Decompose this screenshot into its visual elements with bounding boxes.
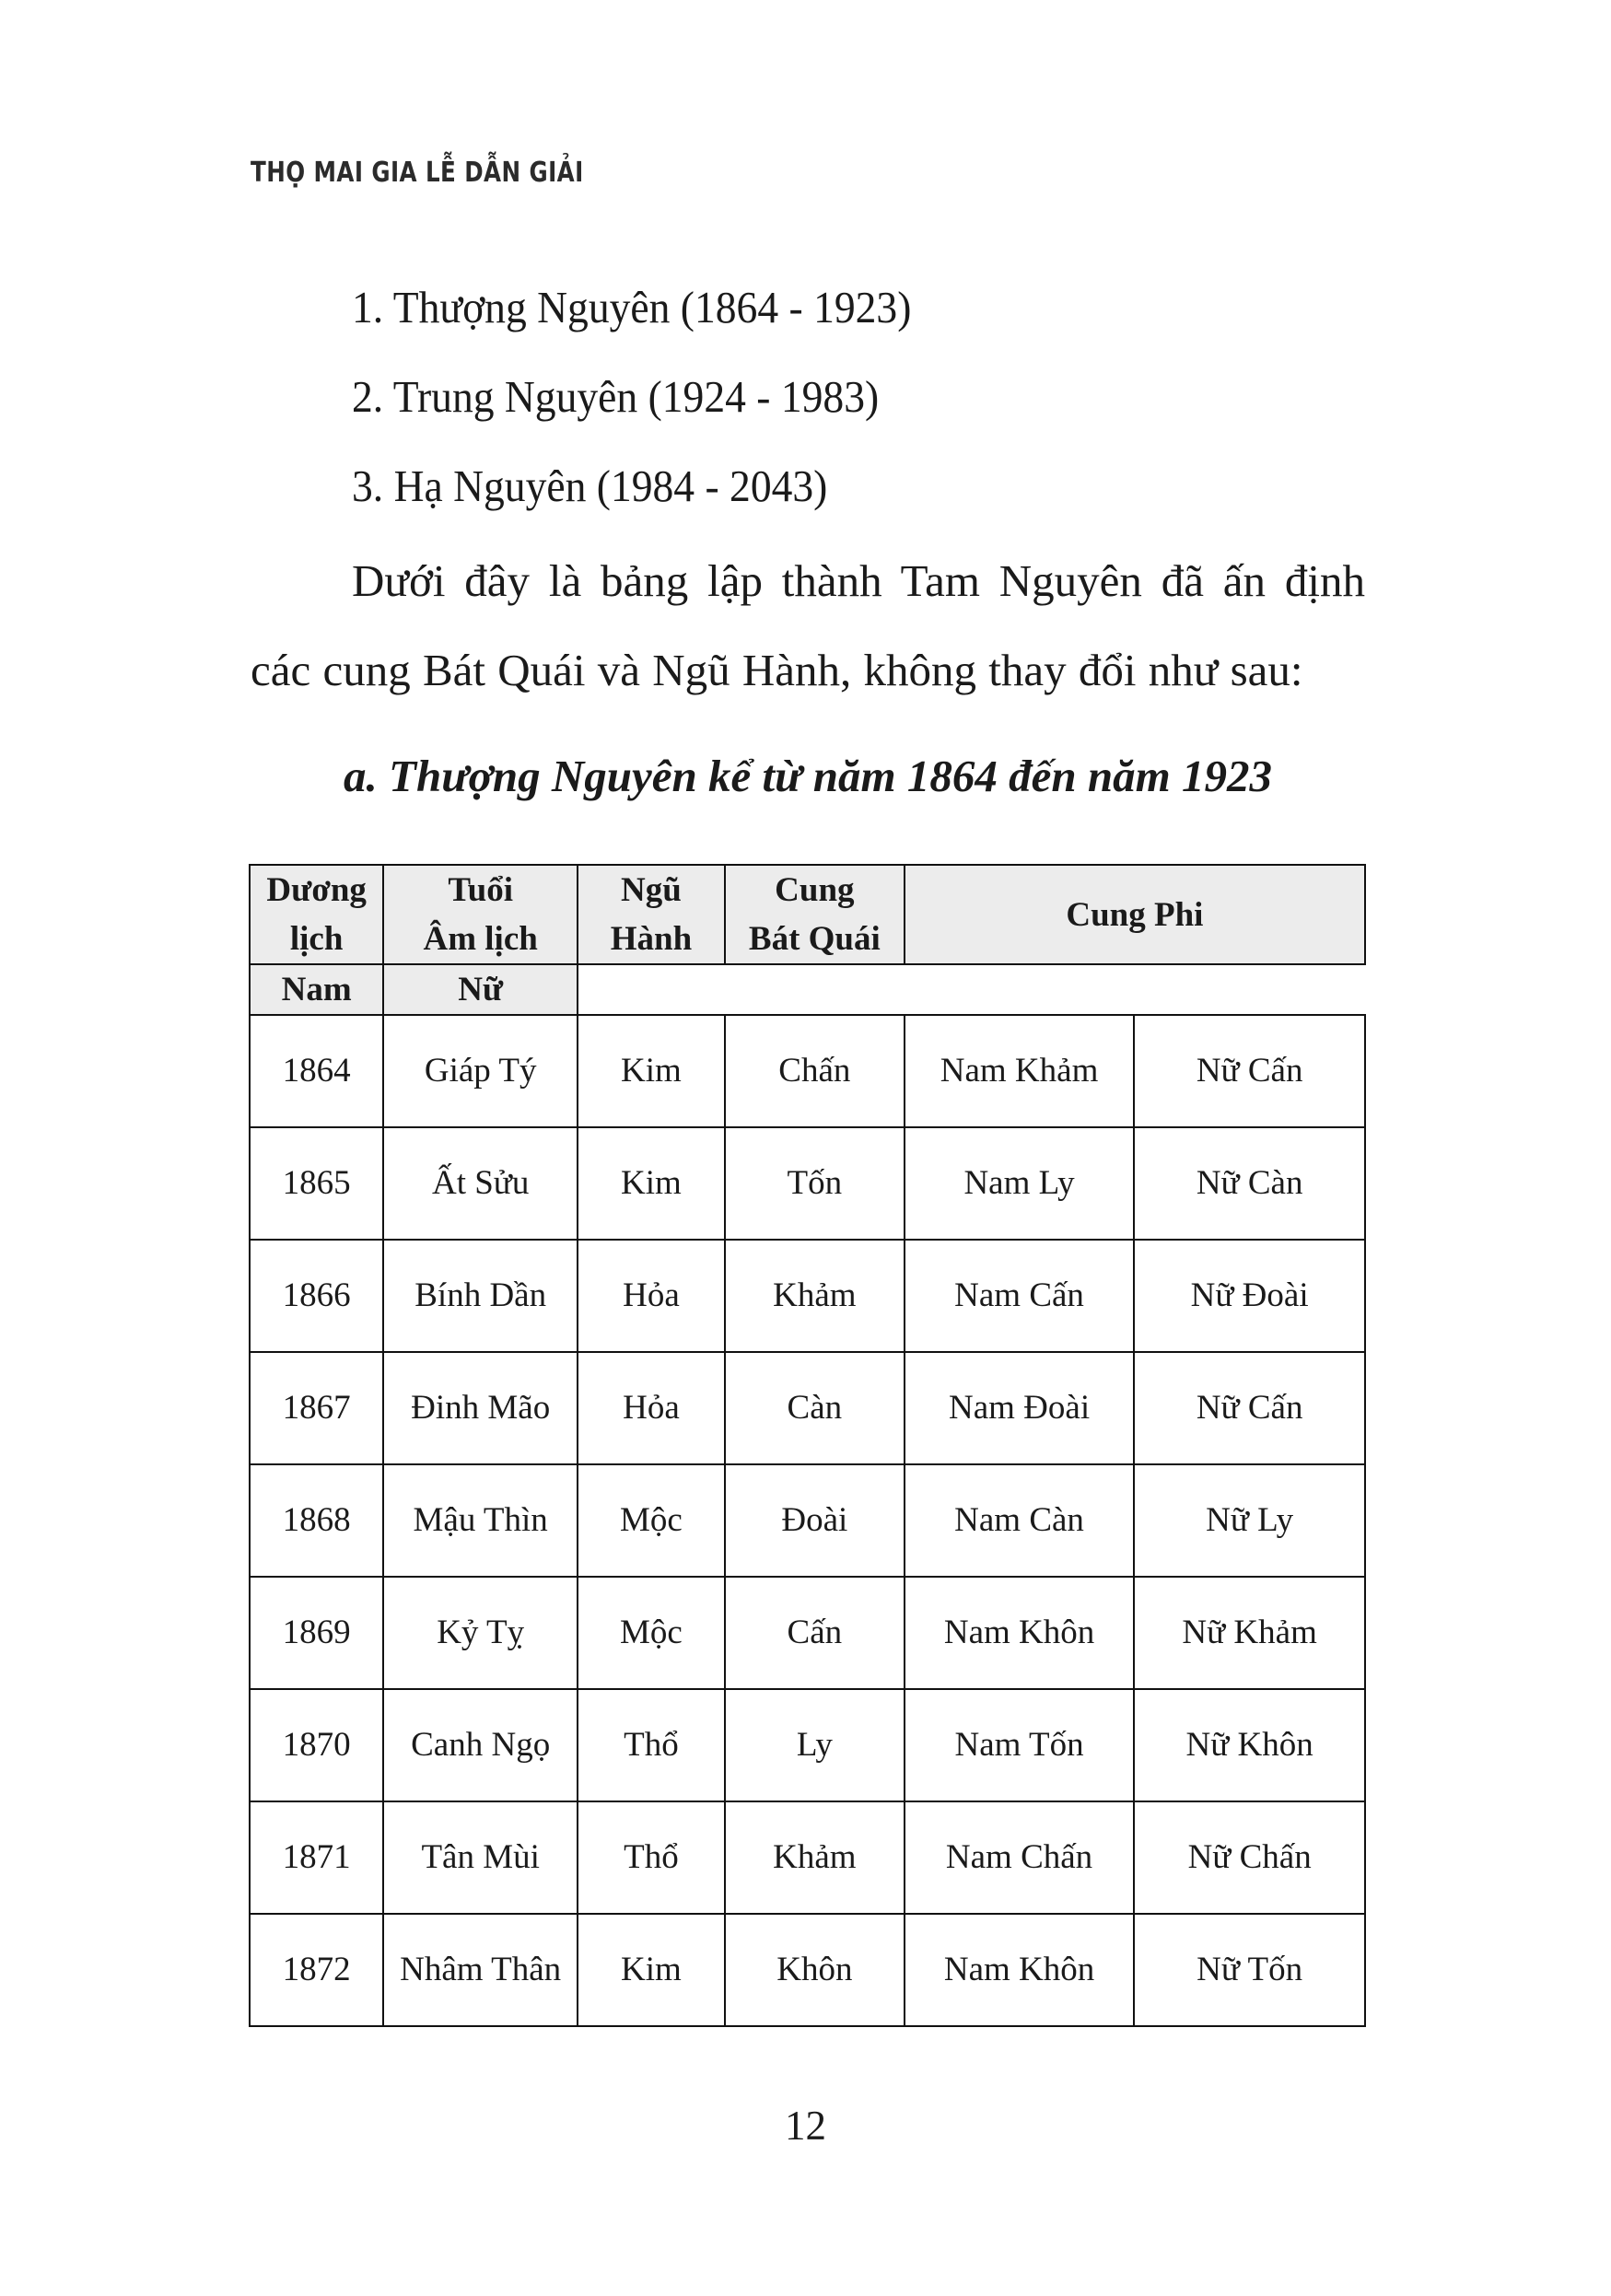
- cell-duong-lich: 1866: [250, 1240, 383, 1352]
- cell-tuoi-am-lich: Kỷ Tỵ: [383, 1577, 578, 1689]
- cell-tuoi-am-lich: Ất Sửu: [383, 1127, 578, 1240]
- th-ngu-hanh: [578, 865, 725, 964]
- cell-cung-bat-quai: Khảm: [725, 1801, 905, 1914]
- cell-tuoi-am-lich: Canh Ngọ: [383, 1689, 578, 1801]
- cell-cung-phi-nu: Nữ Tốn: [1134, 1914, 1365, 2026]
- cell-ngu-hanh: Kim: [578, 1127, 725, 1240]
- cell-tuoi-am-lich: Giáp Tý: [383, 1015, 578, 1127]
- cell-ngu-hanh: Thổ: [578, 1801, 725, 1914]
- table-header: [250, 865, 1365, 1015]
- cell-cung-phi-nam: Nam Càn: [905, 1464, 1134, 1577]
- cell-duong-lich: 1870: [250, 1689, 383, 1801]
- cell-cung-phi-nu: Nữ Cấn: [1134, 1352, 1365, 1464]
- cell-cung-phi-nu: Nữ Chấn: [1134, 1801, 1365, 1914]
- cell-duong-lich: 1872: [250, 1914, 383, 2026]
- cell-duong-lich: 1869: [250, 1577, 383, 1689]
- section-subtitle: a. Thượng Nguyên kể từ năm 1864 đến năm 1923: [344, 751, 1272, 801]
- table-row: [250, 1015, 1365, 1127]
- cell-cung-phi-nu: Nữ Đoài: [1134, 1240, 1365, 1352]
- tam-nguyen-table: [249, 864, 1366, 2027]
- th-tuoi-am-lich: [383, 865, 578, 964]
- table-row: [250, 1240, 1365, 1352]
- cell-tuoi-am-lich: Tân Mùi: [383, 1801, 578, 1914]
- page-number: 12: [785, 2103, 826, 2149]
- th-tuoi-line2: Âm lịch: [423, 920, 538, 958]
- body-content: [251, 262, 1365, 821]
- th-cung-phi: Cung Phi: [905, 865, 1365, 964]
- th-cung-line1: Cung: [775, 871, 855, 909]
- cell-ngu-hanh: Hỏa: [578, 1240, 725, 1352]
- table-header-row-1: [250, 865, 1365, 964]
- th-ngu-line2: Hành: [610, 920, 693, 958]
- body-paragraph: Dưới đây là bảng lập thành Tam Nguyên đã ấn định các cung Bát Quái và Ngũ Hành, không thay đổi như sau:: [251, 555, 1365, 695]
- tam-nguyen-table-wrapper: [249, 864, 1366, 2027]
- cell-cung-phi-nu: Nữ Khôn: [1134, 1689, 1365, 1801]
- cell-cung-phi-nu: Nữ Khảm: [1134, 1577, 1365, 1689]
- th-duong-lich-1: [250, 865, 383, 964]
- cell-cung-bat-quai: Đoài: [725, 1464, 905, 1577]
- cell-cung-phi-nu: Nữ Cấn: [1134, 1015, 1365, 1127]
- list-item-2: 2. Trung Nguyên (1924 - 1983): [352, 371, 880, 422]
- table-row: [250, 1464, 1365, 1577]
- table-row: [250, 1352, 1365, 1464]
- table-header-row-2: [250, 964, 1365, 1015]
- table-row: [250, 1914, 1365, 2026]
- cell-duong-lich: 1871: [250, 1801, 383, 1914]
- cell-ngu-hanh: Thổ: [578, 1689, 725, 1801]
- cell-cung-phi-nam: Nam Chấn: [905, 1801, 1134, 1914]
- cell-duong-lich: 1865: [250, 1127, 383, 1240]
- cell-ngu-hanh: Hỏa: [578, 1352, 725, 1464]
- cell-duong-lich: 1864: [250, 1015, 383, 1127]
- table-row: [250, 1689, 1365, 1801]
- table-row: [250, 1577, 1365, 1689]
- cell-cung-phi-nam: Nam Khảm: [905, 1015, 1134, 1127]
- cell-cung-phi-nu: Nữ Ly: [1134, 1464, 1365, 1577]
- th-duong-lich-line1: Dương: [266, 871, 367, 909]
- cell-duong-lich: 1868: [250, 1464, 383, 1577]
- cell-ngu-hanh: Mộc: [578, 1577, 725, 1689]
- table-row: [250, 1127, 1365, 1240]
- th-tuoi-line1: Tuổi: [448, 871, 513, 909]
- cell-cung-phi-nu: Nữ Càn: [1134, 1127, 1365, 1240]
- th-cung-bat-quai: [725, 865, 905, 964]
- th-cung-phi-nam: Nam: [250, 964, 383, 1015]
- cell-cung-phi-nam: Nam Khôn: [905, 1577, 1134, 1689]
- th-ngu-line1: Ngũ: [621, 871, 682, 909]
- cell-ngu-hanh: Kim: [578, 1914, 725, 2026]
- cell-ngu-hanh: Mộc: [578, 1464, 725, 1577]
- cell-cung-bat-quai: Tốn: [725, 1127, 905, 1240]
- cell-duong-lich: 1867: [250, 1352, 383, 1464]
- cell-cung-bat-quai: Cấn: [725, 1577, 905, 1689]
- cell-ngu-hanh: Kim: [578, 1015, 725, 1127]
- cell-tuoi-am-lich: Bính Dần: [383, 1240, 578, 1352]
- cell-tuoi-am-lich: Nhâm Thân: [383, 1914, 578, 2026]
- cell-tuoi-am-lich: Mậu Thìn: [383, 1464, 578, 1577]
- th-duong-lich-line2: lịch: [289, 920, 344, 958]
- table-body: [250, 1015, 1365, 2026]
- cell-cung-phi-nam: Nam Cấn: [905, 1240, 1134, 1352]
- cell-cung-phi-nam: Nam Ly: [905, 1127, 1134, 1240]
- cell-cung-bat-quai: Khôn: [725, 1914, 905, 2026]
- running-head: THỌ MAI GIA LỄ DẪN GIẢI: [251, 157, 584, 189]
- cell-cung-bat-quai: Ly: [725, 1689, 905, 1801]
- cell-cung-phi-nam: Nam Tốn: [905, 1689, 1134, 1801]
- th-cung-line2: Bát Quái: [748, 920, 881, 958]
- cell-cung-bat-quai: Càn: [725, 1352, 905, 1464]
- th-cung-phi-nu: Nữ: [383, 964, 578, 1015]
- cell-cung-bat-quai: Khảm: [725, 1240, 905, 1352]
- cell-cung-phi-nam: Nam Đoài: [905, 1352, 1134, 1464]
- cell-cung-phi-nam: Nam Khôn: [905, 1914, 1134, 2026]
- cell-tuoi-am-lich: Đinh Mão: [383, 1352, 578, 1464]
- list-item-1: 1. Thượng Nguyên (1864 - 1923): [352, 282, 912, 332]
- cell-cung-bat-quai: Chấn: [725, 1015, 905, 1127]
- list-item-3: 3. Hạ Nguyên (1984 - 2043): [352, 460, 828, 511]
- table-row: [250, 1801, 1365, 1914]
